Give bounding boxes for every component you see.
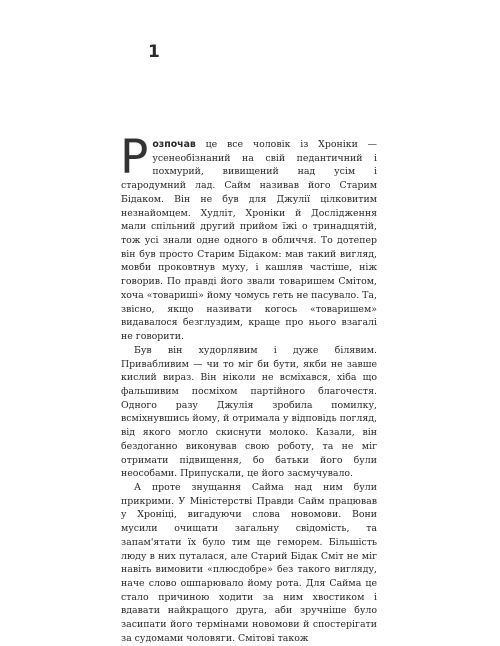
lead-in: озпочав — [152, 139, 196, 150]
body-text — [120, 130, 377, 646]
paragraph-text: це все чоловік із Хроніки — усенеобізнаний на свій педантичний і похмурий, вивищений над усім і стародумний лад. Сайм називав його Старим Бідаком. Він не був для Джулії цілковитим незнайомцем. Худліт, Хроніки й Дослідження мали спільний другий прийом їжі о тринадцятій, тож усі знали одне одного в обличчя. То дотепер він був просто Старим Бідаком: мав такий вигляд, мовби проковтнув муху, і кашляв частіше, ніж говорив. По правді його звали товаришем Смітом, хоча «товариші» йому чомусь геть не пасувало. Та, звісно, якщо називати когось «товаришем» видавалося безглуздим, краще про нього взагалі не говорити. — [121, 139, 377, 343]
chapter-number: 1 — [148, 42, 160, 62]
paragraph: Був він худорлявим і дуже білявим. Привабливим — чи то міг би бути, якби не завше кислий вираз. Він ніколи не всміхався, хіба що фальшивим посміхом партійного благочестя. Одного разу Джулія зробила помилку, всміхнувшись йому, й отримала у відповідь погляд, від якого могло скиснути молоко. Казали, він бездоганно виконував свою роботу, та не міг отримати підвищення, бо батьки його були неособами. Припускали, це його засмучувало. — [121, 344, 377, 480]
paragraph: А проте знущання Сайма над ним були прикрими. У Міністерстві Правди Сайм працював у Хроніці, вигадуючи слова новомови. Вони мусили очищати загальну свідомість, та запам'ятати їх було тим ще геморем. Більшість люду в них путалася, але Старий Бідак Сміт не міг навіть вимовити «плюсдобре» без такого вигляду, наче слово ошпарювало йому рота. Для Сайма це стало причиною ходити за ним хвостиком і вдавати найкращого друга, аби зручніше було засипати його термінами новомови й спостерігати за судомами чоловяги. Смітові також — [121, 481, 377, 644]
paragraph — [120, 130, 377, 344]
drop-cap: Р — [120, 130, 149, 185]
